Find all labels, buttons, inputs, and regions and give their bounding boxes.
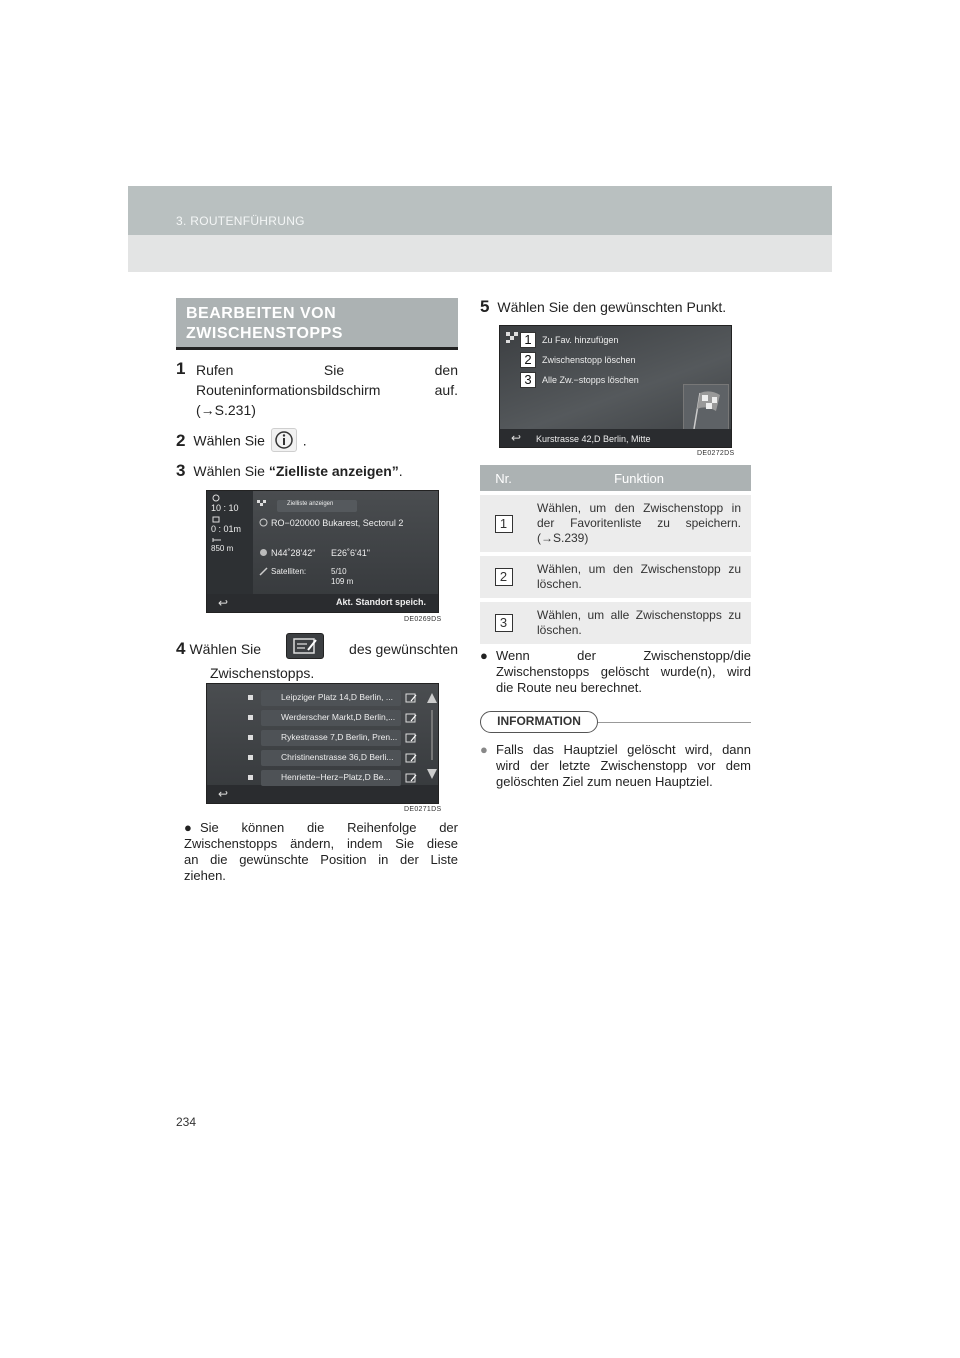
drag-handle-icon[interactable]: [247, 694, 255, 702]
row-function: Wählen, um den Zwischenstopp zu löschen.: [527, 554, 751, 600]
scroll-up-icon[interactable]: [426, 692, 438, 704]
scrollbar[interactable]: [431, 710, 433, 760]
row-function: Wählen, um alle Zwischenstopps zu löschen.: [527, 600, 751, 644]
menu-zielliste-button[interactable]: [277, 500, 357, 512]
back-button[interactable]: ↩: [207, 785, 239, 803]
address-readout: Kurstrasse 42,D Berlin, Mitte: [536, 434, 651, 444]
distance-icon: [212, 537, 222, 543]
edit-button-icon: [286, 633, 324, 659]
step-4-number: 4: [176, 639, 186, 658]
step-1: [176, 359, 458, 419]
list-item-label: Henriette−Herz−Platz,D Be...: [281, 772, 391, 782]
bullet-left-w5: der: [439, 820, 458, 835]
bullet-right-w3: Zwischenstopp/die: [643, 648, 751, 663]
drag-handle-icon[interactable]: [247, 754, 255, 762]
step-4: [176, 636, 458, 682]
bullet-right-w1: Wenn: [496, 648, 530, 663]
edit-icon[interactable]: [405, 713, 417, 723]
bullet-right-w2: der: [577, 648, 596, 663]
menu-zielliste-label: Zielliste anzeigen: [287, 501, 334, 507]
bullet-right-line2: Zwischenstopps gelöscht wurde(n), wird: [496, 664, 751, 679]
screen-destination-list: [206, 683, 439, 804]
drag-handle-icon[interactable]: [247, 714, 255, 722]
info-label: INFORMATION: [480, 711, 598, 733]
step-2: [176, 430, 458, 454]
goal-flag-icon: [684, 385, 728, 433]
satellite-label: Satelliten:: [271, 567, 307, 576]
table-row: [480, 600, 751, 644]
clock-icon: [212, 494, 220, 502]
step-3-text-c: .: [398, 463, 403, 479]
list-item[interactable]: [247, 728, 427, 748]
list-item-label: Werderscher Markt,D Berlin,...: [281, 712, 396, 722]
screen-2-code: DE0271DS: [404, 806, 442, 813]
step-4-text-a: Wählen Sie: [189, 641, 262, 657]
menu-label-3: Alle Zw.−stopps löschen: [542, 375, 639, 385]
list-item[interactable]: [247, 768, 427, 788]
info-bullet-icon: ●: [480, 742, 488, 757]
drag-handle-icon[interactable]: [247, 734, 255, 742]
info-line3: gelöschten Ziel zum neuen Hauptziel.: [496, 774, 713, 789]
bullet-reorder: [184, 820, 458, 884]
list-item-label: Rykestrasse 7,D Berlin, Pren...: [281, 732, 398, 742]
back-button[interactable]: ↩: [500, 429, 532, 447]
bullet-left-w2: können: [241, 820, 285, 835]
step-4-text-b: des gewünschten: [349, 641, 458, 657]
address-readout: RO−020000 Bukarest, Sectorul 2: [271, 518, 404, 528]
timer-icon: [212, 516, 220, 523]
bullet-left-w1: Sie: [200, 820, 219, 835]
row-number: 1: [495, 515, 513, 533]
step-5-number: 5: [480, 297, 490, 316]
save-position-label: Akt. Standort speich.: [336, 597, 427, 607]
list-item-label: Christinenstrasse 36,D Berli...: [281, 752, 394, 762]
back-button[interactable]: ↩: [207, 594, 239, 612]
edit-icon[interactable]: [405, 773, 417, 783]
menu-number-3: 3: [520, 372, 536, 388]
step-1-ref: (→S.231): [196, 402, 256, 418]
step-3-menu-name: “Zielliste anzeigen”: [268, 463, 399, 479]
info-note: [480, 742, 751, 790]
menu-add-favorite[interactable]: [520, 332, 650, 348]
table-header-nr: Nr.: [480, 465, 527, 493]
list-item[interactable]: [247, 748, 427, 768]
step-5: [480, 298, 752, 316]
step-3-text-a: Wählen Sie: [193, 463, 269, 479]
row-number: 3: [495, 614, 513, 632]
edit-icon[interactable]: [405, 693, 417, 703]
satellite-value: 5/10: [331, 567, 347, 576]
step-2-text-a: Wählen Sie: [193, 432, 265, 449]
menu-number-2: 2: [520, 352, 536, 368]
waypoint-list: [247, 688, 427, 788]
bullet-left-w3: die: [306, 820, 325, 835]
list-item-label: Leipziger Platz 14,D Berlin, ...: [281, 692, 393, 702]
destination-icon: [259, 518, 268, 527]
bullet-left-w4: Reihenfolge: [347, 820, 417, 835]
menu-delete-waypoint[interactable]: [520, 352, 670, 368]
longitude-readout: E26˚6'41": [331, 548, 370, 558]
section-title-line1: BEARBEITEN VON: [186, 305, 337, 322]
destination-flag-tile: [683, 384, 729, 434]
position-icon: [259, 548, 268, 557]
checkered-flag-icon: [506, 332, 518, 343]
menu-label-2: Zwischenstopp löschen: [542, 355, 636, 365]
table-row: [480, 554, 751, 600]
step-1-word-a: Rufen: [196, 362, 234, 378]
bullet-left-line2: Zwischenstopps ändern, indem Sie diese: [184, 836, 458, 851]
list-item[interactable]: [247, 708, 427, 728]
screen-waypoint-options: [499, 325, 732, 448]
bullet-right-line3: die Route neu berechnet.: [496, 680, 642, 695]
menu-number-1: 1: [520, 332, 536, 348]
screen-route-info: [206, 490, 439, 613]
info-line1: Falls das Hauptziel gelöscht wird, dann: [496, 742, 751, 757]
section-heading: [176, 298, 458, 350]
bullet-icon: ●: [480, 648, 488, 663]
step-1-word-c: den: [434, 362, 458, 378]
save-position-button[interactable]: [322, 596, 437, 610]
table-row: [480, 493, 751, 554]
step-2-number: 2: [176, 430, 186, 450]
bullet-left-line4: ziehen.: [184, 868, 226, 883]
row-number: 2: [495, 568, 513, 586]
step-5-text: Wählen Sie den gewünschten Punkt.: [497, 299, 727, 315]
info-line2: wird der letzte Zwischenstopp vor dem: [496, 758, 751, 773]
step-1-number: 1: [176, 359, 186, 378]
menu-delete-all-waypoints[interactable]: [520, 372, 670, 388]
step-3-number: 3: [176, 461, 186, 480]
step-2-text-b: .: [302, 432, 307, 449]
page-number: 234: [176, 1115, 197, 1129]
menu-label-1: Zu Fav. hinzufügen: [542, 335, 619, 345]
drag-handle-icon[interactable]: [247, 774, 255, 782]
function-table: [480, 465, 751, 644]
list-item[interactable]: [247, 688, 427, 708]
bullet-icon: ●: [184, 820, 192, 835]
edit-icon[interactable]: [405, 753, 417, 763]
scroll-down-icon[interactable]: [426, 768, 438, 780]
row-function: Wählen, um den Zwischenstopp in der Favoritenliste zu speichern. (→S.239): [527, 493, 751, 554]
info-button-icon: [271, 428, 297, 452]
distance-readout: 850 m: [211, 544, 234, 553]
bullet-recalculate: [480, 648, 751, 696]
step-1-word-b: Sie: [323, 362, 345, 378]
table-header-funktion: Funktion: [527, 465, 751, 493]
elapsed-readout: 0 : 01m: [211, 524, 242, 534]
bullet-left-line3: an die gewünschte Position in der Liste: [184, 852, 458, 867]
screen-3-code: DE0272DS: [697, 450, 735, 457]
latitude-readout: N44˚28'42": [271, 548, 316, 558]
altitude-readout: 109 m: [331, 577, 354, 586]
time-readout: 10 : 10: [211, 503, 239, 513]
screen-1-code: DE0269DS: [404, 616, 442, 623]
satellite-icon: [259, 567, 268, 576]
edit-icon[interactable]: [405, 733, 417, 743]
step-1-line2: Routeninformationsbildschirm auf.: [196, 382, 458, 398]
chapter-title: 3. ROUTENFÜHRUNG: [176, 214, 305, 228]
step-4-line2: Zwischenstopps.: [210, 665, 315, 681]
checkered-flag-icon: [257, 500, 267, 509]
section-title-line2: ZWISCHENSTOPPS: [186, 325, 343, 342]
step-3: [176, 462, 458, 480]
